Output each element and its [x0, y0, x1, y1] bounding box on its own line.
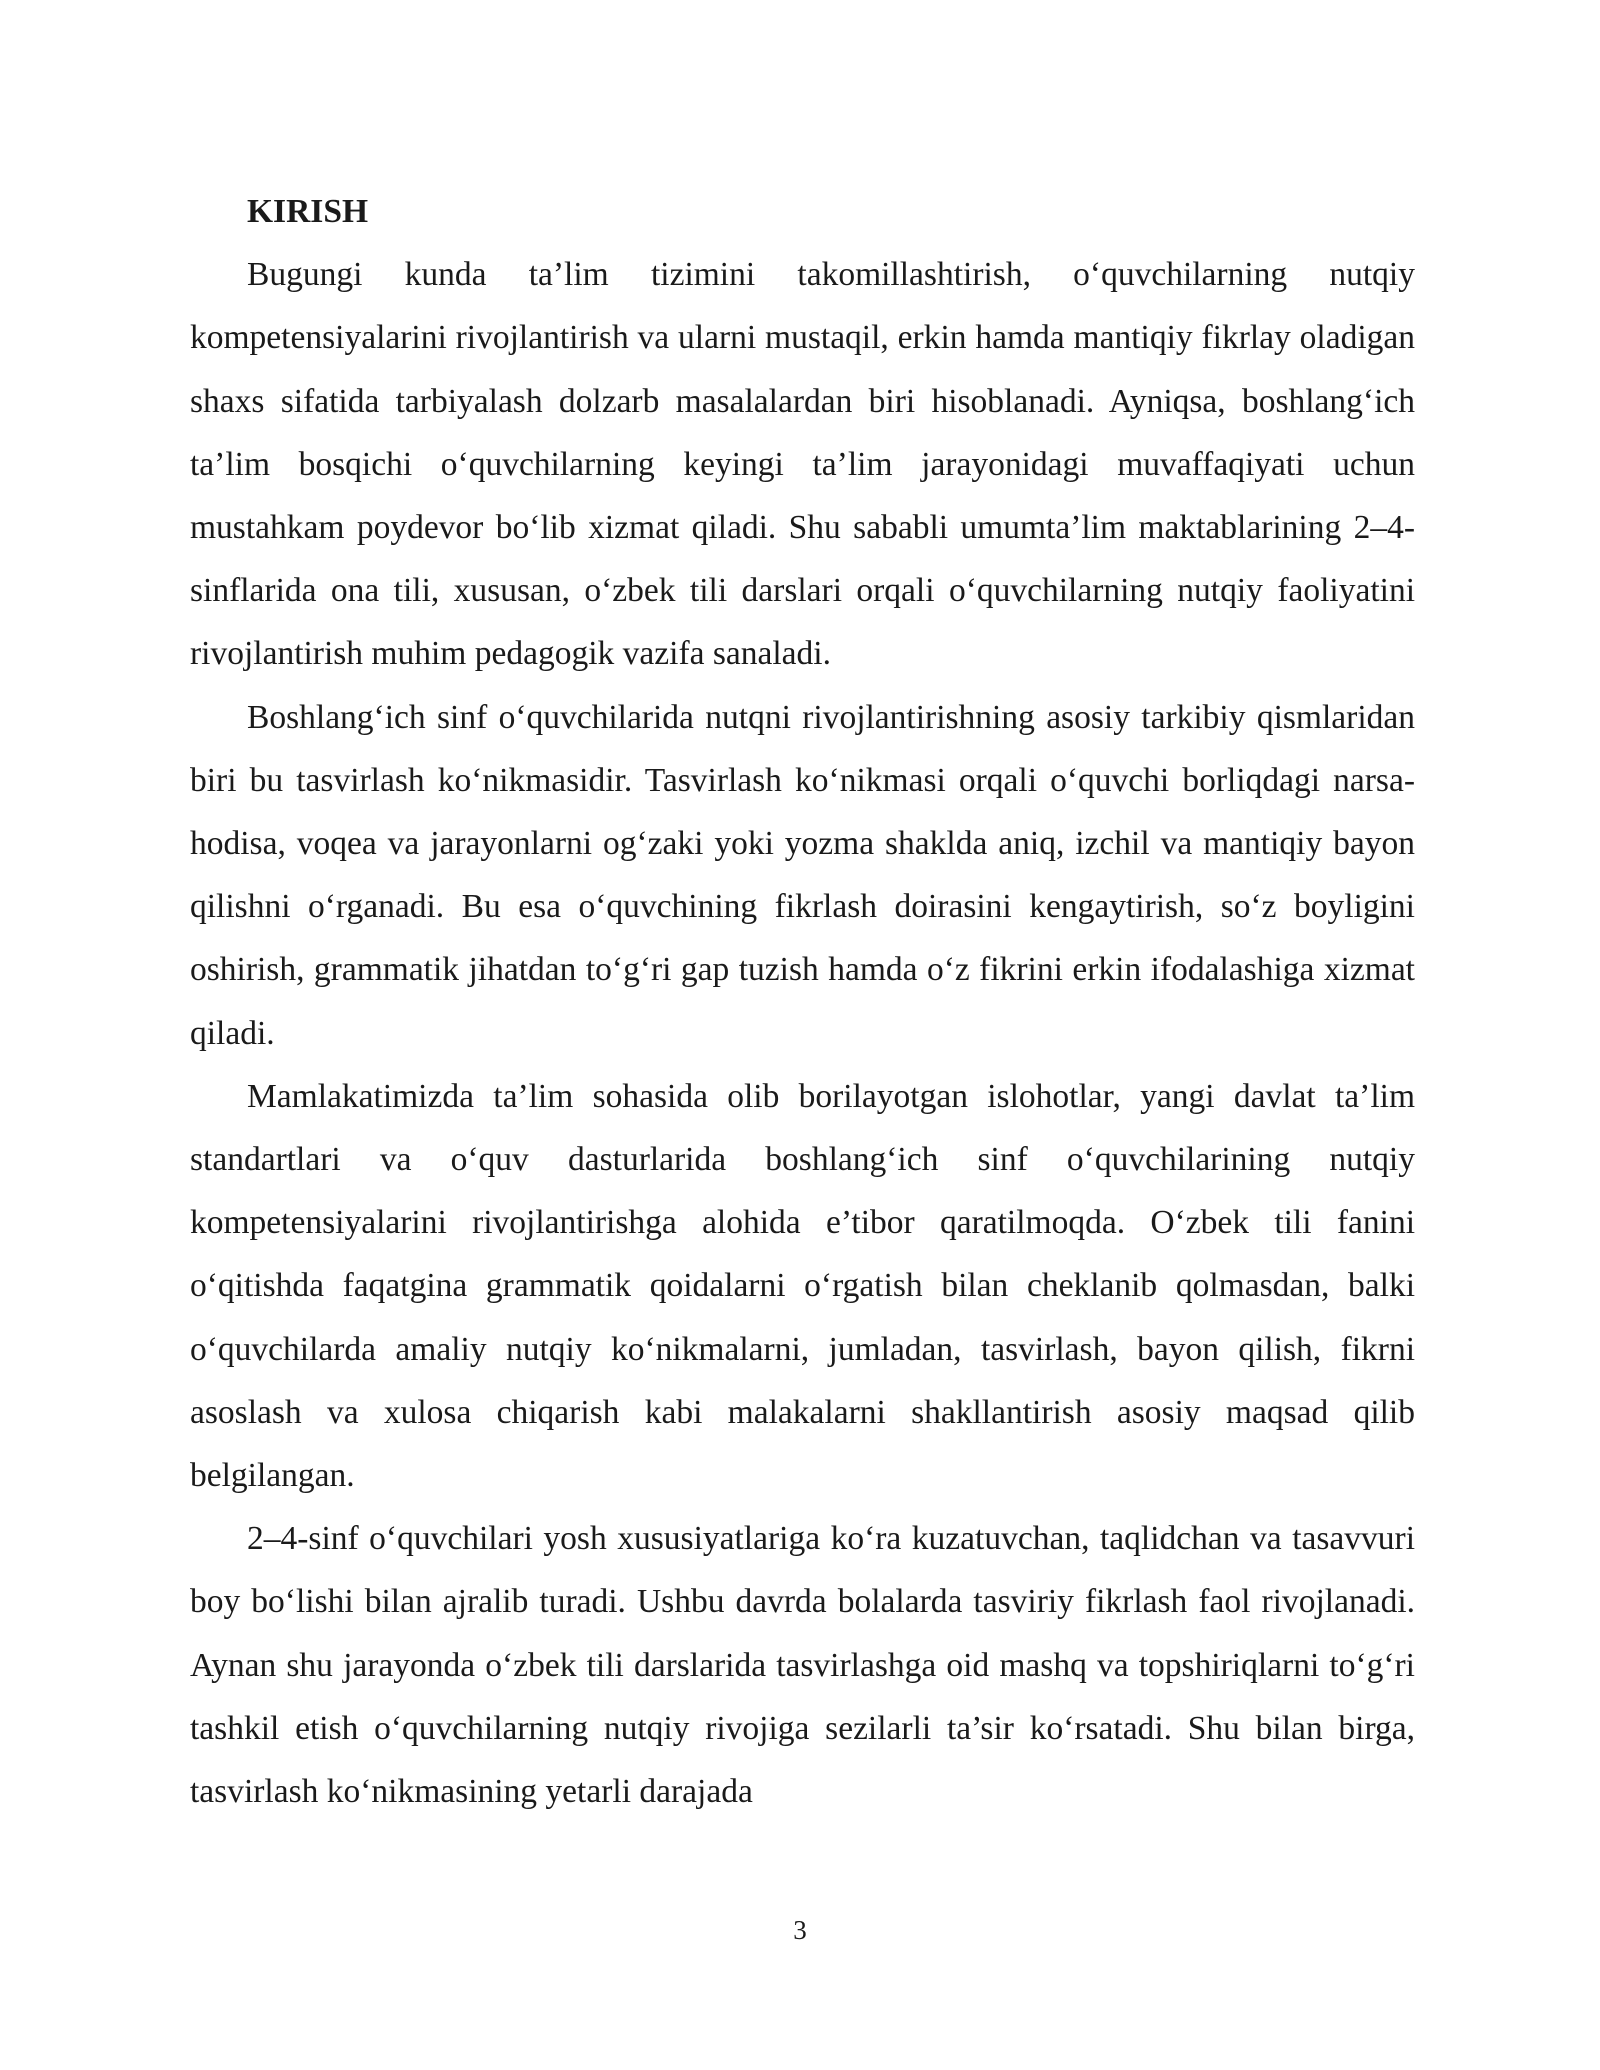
- page-body: [190, 180, 1415, 1823]
- paragraph-1: Bugungi kunda ta’lim tizimini takomillashtirish, o‘quvchilarning nutqiy kompetensiyalarini rivojlantirish va ularni mustaqil, erkin hamda mantiqiy fikrlay oladigan shaxs sifatida tarbiyalash dolzarb masalalardan biri hisoblanadi. Ayniqsa, boshlang‘ich ta’lim bosqichi o‘quvchilarning keyingi ta’lim jarayonidagi muvaffaqiyati uchun mustahkam poydevor bo‘lib xizmat qiladi. Shu sababli umumta’lim maktablarining 2–4-sinflarida ona tili, xususan, o‘zbek tili darslari orqali o‘quvchilarning nutqiy faoliyatini rivojlantirish muhim pedagogik vazifa sanaladi.: [190, 256, 1415, 673]
- paragraph-3: Mamlakatimizda ta’lim sohasida olib borilayotgan islohotlar, yangi davlat ta’lim standartlari va o‘quv dasturlarida boshlang‘ich sinf o‘quvchilarining nutqiy kompetensiyalarini rivojlantirishga alohida e’tibor qaratilmoqda. O‘zbek tili fanini o‘qitishda faqatgina grammatik qoidalarni o‘rgatish bilan cheklanib qolmasdan, balki o‘quvchilarda amaliy nutqiy ko‘nikmalarni, jumladan, tasvirlash, bayon qilish, fikrni asoslash va xulosa chiqarish kabi malakalarni shakllantirish asosiy maqsad qilib belgilangan.: [190, 1077, 1415, 1495]
- paragraph-4: 2–4-sinf o‘quvchilari yosh xususiyatlariga ko‘ra kuzatuvchan, taqlidchan va tasavvuri boy bo‘lishi bilan ajralib turadi. Ushbu davrda bolalarda tasviriy fikrlash faol rivojlanadi. Aynan shu jarayonda o‘zbek tili darslarida tasvirlashga oid mashq va topshiriqlarni to‘g‘ri tashkil etish o‘quvchilarning nutqiy rivojiga sezilarli ta’sir ko‘rsatadi. Shu bilan birga, tasvirlash ko‘nikmasining yetarli darajada: [190, 1520, 1415, 1811]
- paragraph-2: Boshlang‘ich sinf o‘quvchilarida nutqni rivojlantirishning asosiy tarkibiy qismlaridan biri bu tasvirlash ko‘nikmasidir. Tasvirlash ko‘nikmasi orqali o‘quvchi borliqdagi narsa-hodisa, voqea va jarayonlarni og‘zaki yoki yozma shaklda aniq, izchil va mantiqiy bayon qilishni o‘rganadi. Bu esa o‘quvchining fikrlash doirasini kengaytirish, so‘z boyligini oshirish, grammatik jihatdan to‘g‘ri gap tuzish hamda o‘z fikrini erkin ifodalashiga xizmat qiladi.: [190, 698, 1415, 1052]
- page-number: 3: [793, 1915, 807, 1945]
- section-heading: KIRISH: [247, 193, 369, 230]
